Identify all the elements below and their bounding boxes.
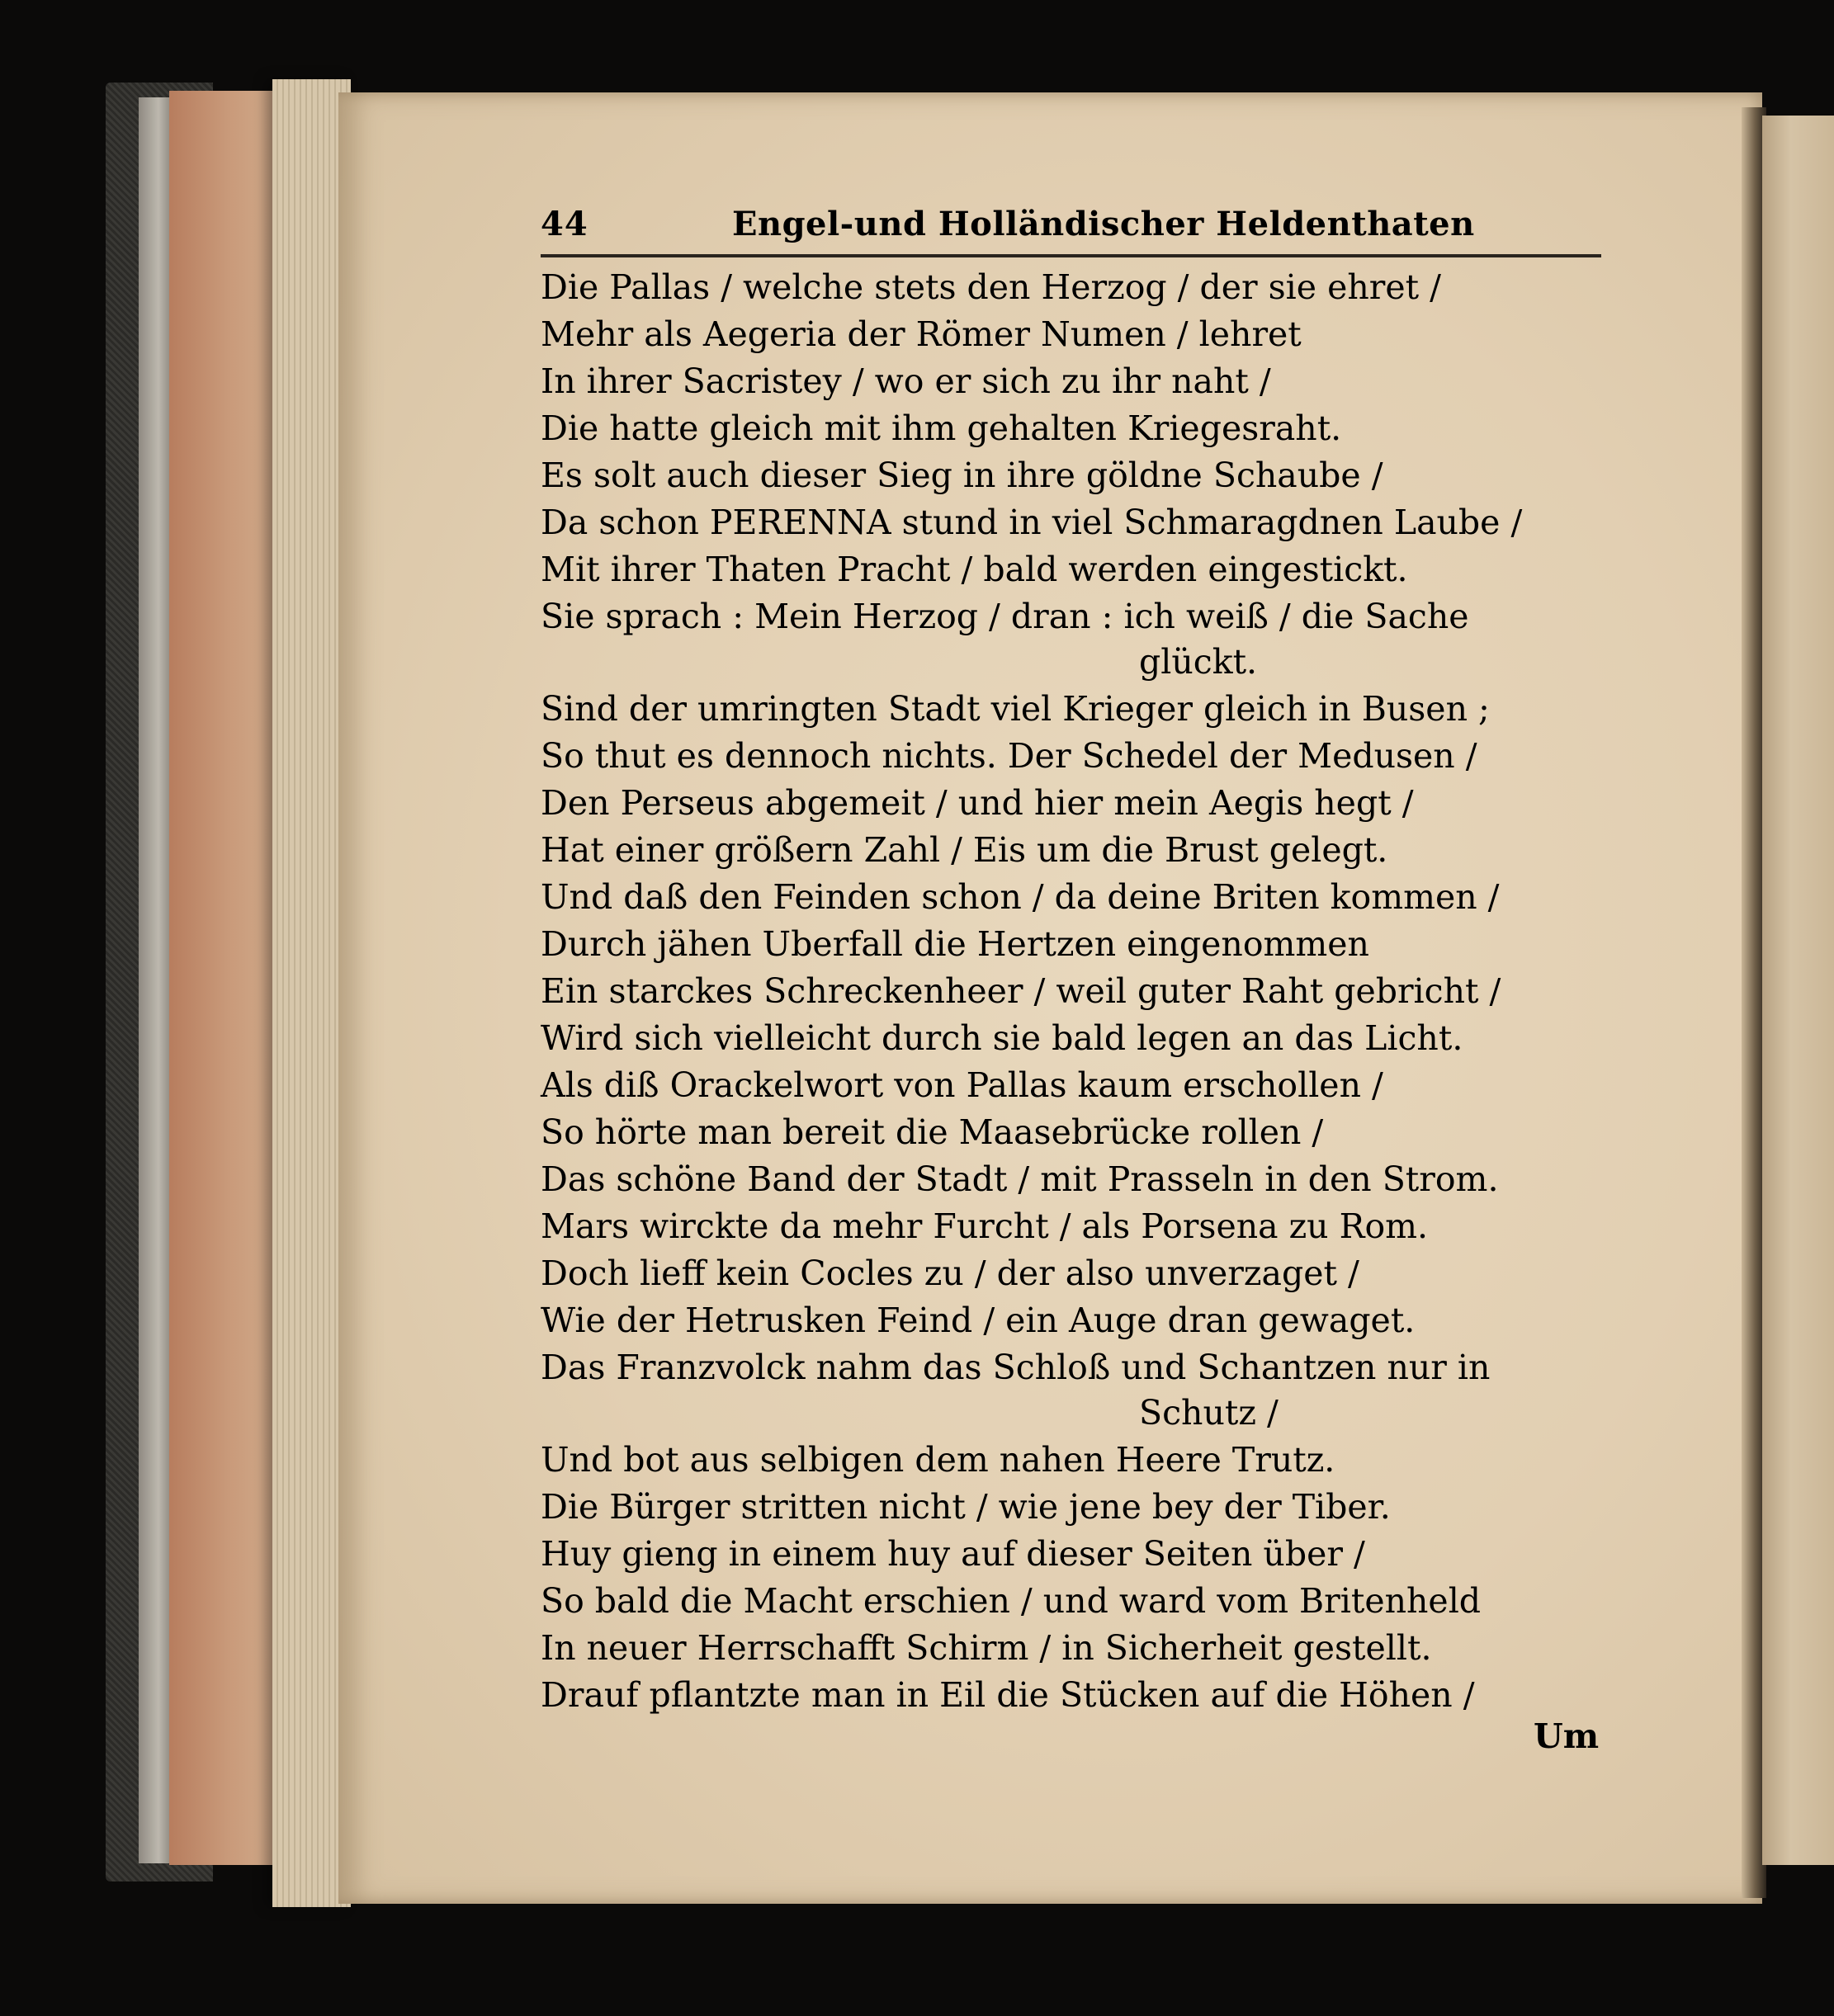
verse-line: Das schöne Band der Stadt / mit Prasseln in den Strom. xyxy=(541,1159,1499,1199)
running-head: Engel-und Holländischer Heldenthaten xyxy=(732,205,1475,243)
verse-line: Wird sich vielleicht durch sie bald legen an das Licht. xyxy=(541,1018,1463,1058)
verse-line: So thut es dennoch nichts. Der Schedel der Medusen / xyxy=(541,736,1477,776)
verse-line: Das Franzvolck nahm das Schloß und Schantzen nur in xyxy=(541,1348,1491,1387)
verse-line: In ihrer Sacristey / wo er sich zu ihr naht / xyxy=(541,361,1271,401)
verse-line: Da schon PERENNA stund in viel Schmaragdnen Laube / xyxy=(541,503,1523,542)
header-rule xyxy=(541,254,1601,257)
verse-line: In neuer Herrschafft Schirm / in Sicherheit gestellt. xyxy=(541,1628,1432,1668)
verse-line: Mehr als Aegeria der Römer Numen / lehret xyxy=(541,314,1302,354)
page-number: 44 xyxy=(541,205,588,243)
verse-line: Hat einer größern Zahl / Eis um die Brust gelegt. xyxy=(541,830,1388,870)
verse-line: Sind der umringten Stadt viel Krieger gleich in Busen ; xyxy=(541,689,1490,729)
verse-line: Sie sprach : Mein Herzog / dran : ich weiß / die Sache xyxy=(541,597,1469,636)
verse-line: Mars wirckte da mehr Furcht / als Porsena zu Rom. xyxy=(541,1206,1429,1246)
verse-line: Durch jähen Uberfall die Hertzen eingenommen xyxy=(541,924,1369,964)
verse-line: Die Bürger stritten nicht / wie jene bey der Tiber. xyxy=(541,1487,1391,1527)
verse-line: Die hatte gleich mit ihm gehalten Kriegesraht. xyxy=(541,408,1342,448)
verse-line: Ein starckes Schreckenheer / weil guter Raht gebricht / xyxy=(541,971,1501,1011)
verse-line: Als diß Orackelwort von Pallas kaum erschollen / xyxy=(541,1065,1383,1105)
verse-line: So hörte man bereit die Maasebrücke rollen / xyxy=(541,1112,1324,1152)
verse-line: Es solt auch dieser Sieg in ihre göldne Schaube / xyxy=(541,456,1383,495)
facing-page-edge xyxy=(1762,116,1834,1865)
book-cover-edge xyxy=(139,97,172,1863)
verse-line: Huy gieng in einem huy auf dieser Seiten über / xyxy=(541,1534,1365,1574)
verse-line: Mit ihrer Thaten Pracht / bald werden eingestickt. xyxy=(541,550,1408,589)
verse-line: Doch lieff kein Cocles zu / der also unverzaget / xyxy=(541,1254,1359,1293)
page-header xyxy=(541,205,1601,262)
verse-line-turnover: Schutz / xyxy=(1139,1393,1279,1433)
catchword: Um xyxy=(1534,1716,1600,1756)
verse-line-turnover: glückt. xyxy=(1139,642,1258,682)
verse-line: Drauf pflantzte man in Eil die Stücken auf die Höhen / xyxy=(541,1675,1475,1715)
verse-line: Wie der Hetrusken Feind / ein Auge dran gewaget. xyxy=(541,1301,1416,1340)
verse-line: Den Perseus abgemeit / und hier mein Aegis hegt / xyxy=(541,783,1414,823)
verse-line: Und bot aus selbigen dem nahen Heere Trutz. xyxy=(541,1440,1335,1480)
verse-line: So bald die Macht erschien / und ward vom Britenheld xyxy=(541,1581,1482,1621)
verse-line: Die Pallas / welche stets den Herzog / der sie ehret / xyxy=(541,267,1441,307)
verse-line: Und daß den Feinden schon / da deine Briten kommen / xyxy=(541,877,1500,917)
